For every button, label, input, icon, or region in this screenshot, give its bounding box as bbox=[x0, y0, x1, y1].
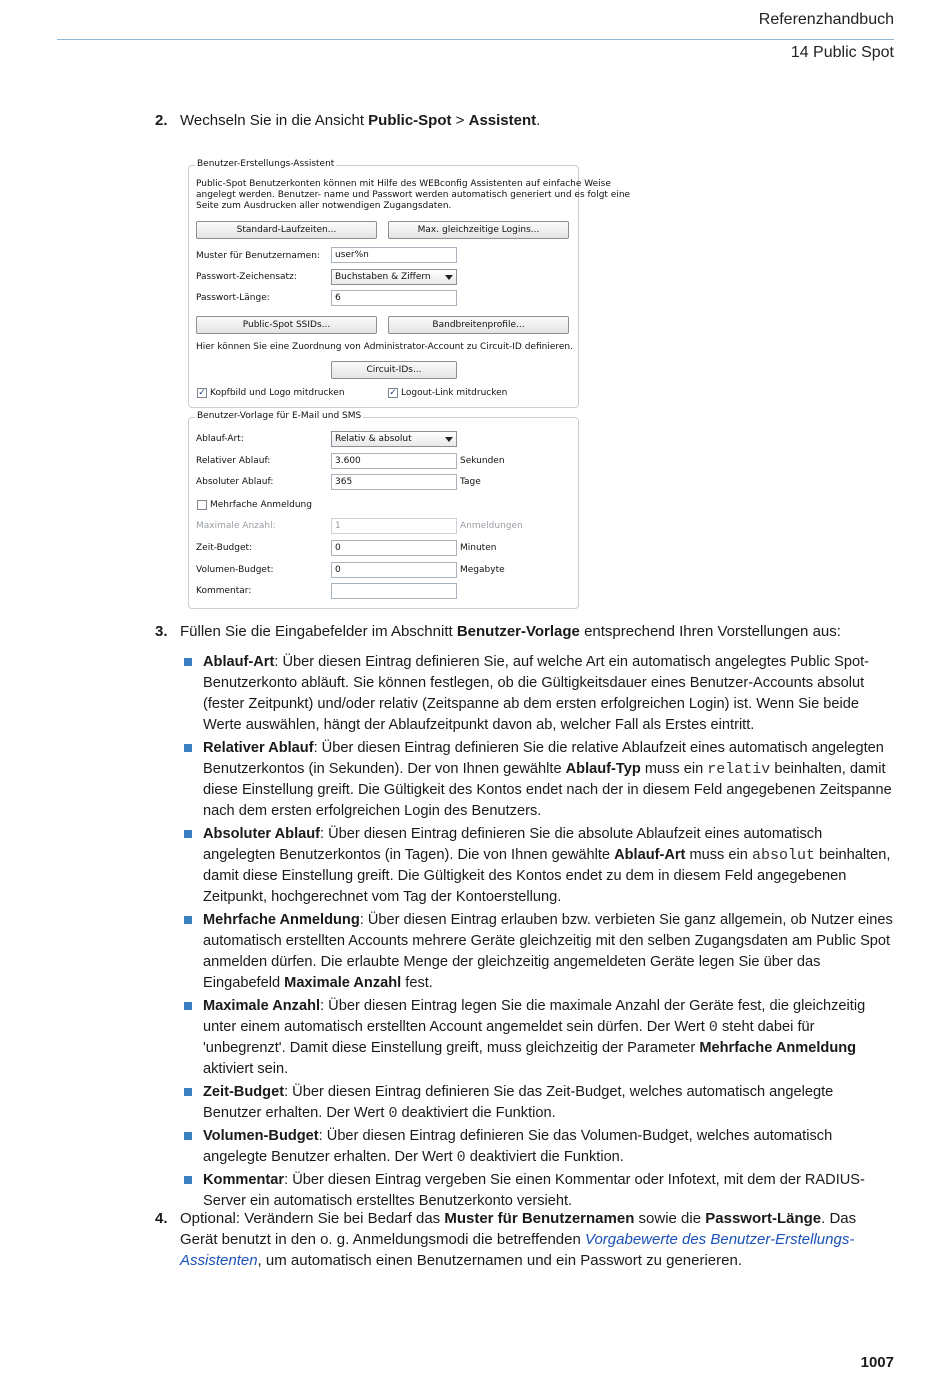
zeit-budget-input[interactable]: 0 bbox=[331, 540, 457, 556]
kopfbild-label: Kopfbild und Logo mitdrucken bbox=[210, 388, 345, 398]
volumen-budget-input[interactable]: 0 bbox=[331, 562, 457, 578]
intro-text-1: Public-Spot Benutzerkonten können mit Hilfe des WEBconfig Assistenten auf einfache Weise bbox=[196, 179, 611, 189]
bullet-square-icon bbox=[184, 830, 192, 838]
bullet-square-icon bbox=[184, 658, 192, 666]
intro-text-3: Seite zum Ausdrucken aller notwendigen Zugangsdaten. bbox=[196, 201, 452, 211]
mehrfache-anmeldung-checkbox[interactable] bbox=[197, 500, 207, 510]
group-title: Benutzer-Vorlage für E-Mail und SMS bbox=[197, 411, 362, 421]
zeit-budget-label: Zeit-Budget: bbox=[196, 543, 253, 553]
list-item-relativer-ablauf: Relativer Ablauf: Über diesen Eintrag definieren Sie die relative Ablaufzeit eines automatisch angelegten Benutzerkontos (in Sekunden). Der von Ihnen gewählte Ablauf-Typ muss ein relativ beinhalten, damit diese Einstellung greift. Die Gültigkeit des Kontos endet nach der in diesem Feld angegebenen Zeitspanne nach dem ersten erfolgreichen Login des Benutzers. bbox=[180, 738, 894, 822]
intro-text-2: angelegt werden. Benutzer- name und Passwort werden automatisch generiert und es folgt eine bbox=[196, 190, 631, 200]
list-item-ablauf-art: Ablauf-Art: Über diesen Eintrag definieren Sie, auf welche Art ein automatisch angelegtes Public Spot-Benutzerkonto abläuft. Sie können festlegen, ob die Gültigkeitsdauer eines Benutzer-Accounts absolut (fester Zeitpunkt) und/oder relativ (Zeitspanne ab dem ersten erfolgreichen Login) ist. Wenn Sie beide Werte auswählen, hängt der Ablaufzeitpunkt davon ab, welcher Fall als Erstes eintritt. bbox=[180, 652, 894, 736]
running-header-chapter: 14 Public Spot bbox=[790, 44, 894, 61]
header-rule bbox=[57, 39, 894, 40]
ablauf-art-select[interactable]: Relativ & absolut bbox=[331, 431, 457, 447]
bullet-square-icon bbox=[184, 1088, 192, 1096]
volumen-budget-label: Volumen-Budget: bbox=[196, 565, 274, 575]
field-description-list bbox=[180, 652, 894, 1214]
zeichensatz-select[interactable]: Buchstaben & Ziffern bbox=[331, 269, 457, 285]
maximale-anzahl-input[interactable]: 1 bbox=[331, 518, 457, 534]
bullet-square-icon bbox=[184, 1176, 192, 1184]
maximale-anzahl-label: Maximale Anzahl: bbox=[196, 521, 276, 531]
unit-anmeldungen: Anmeldungen bbox=[460, 521, 523, 531]
unit-sekunden: Sekunden bbox=[460, 456, 505, 466]
page-number: 1007 bbox=[860, 1354, 894, 1371]
unit-minuten: Minuten bbox=[460, 543, 497, 553]
max-logins-button[interactable]: Max. gleichzeitige Logins... bbox=[388, 221, 569, 239]
list-item-kommentar: Kommentar: Über diesen Eintrag vergeben Sie einen Kommentar oder Infotext, mit dem der RADIUS-Server ein automatisch erstelltes Benutzerkonto versieht. bbox=[180, 1170, 894, 1212]
list-item-absoluter-ablauf: Absoluter Ablauf: Über diesen Eintrag definieren Sie die absolute Ablaufzeit eines automatisch angelegten Benutzerkontos (in Tagen). Die von Ihnen gewählte Ablauf-Art muss ein absolut beinhalten, damit diese Einstellung greift. Die Gültigkeit des Kontos endet zu dem in diesem Feld angegebenen Zeitpunkt, hochgerechnet vom Tag der Kontoerstellung. bbox=[180, 824, 894, 908]
bullet-square-icon bbox=[184, 744, 192, 752]
muster-input[interactable]: user%n bbox=[331, 247, 457, 263]
kopfbild-checkbox[interactable]: ✓ bbox=[198, 388, 206, 398]
list-item-volumen-budget: Volumen-Budget: Über diesen Eintrag definieren Sie das Volumen-Budget, welches automatisch angelegte Benutzer erhalten. Der Wert 0 deaktiviert die Funktion. bbox=[180, 1126, 894, 1168]
relativer-ablauf-input[interactable]: 3.600 bbox=[331, 453, 457, 469]
logout-checkbox[interactable]: ✓ bbox=[389, 388, 397, 398]
logout-label: Logout-Link mitdrucken bbox=[401, 388, 508, 398]
list-item-zeit-budget: Zeit-Budget: Über diesen Eintrag definieren Sie das Zeit-Budget, welches automatisch angelegte Benutzer erhalten. Der Wert 0 deaktiviert die Funktion. bbox=[180, 1082, 894, 1124]
unit-tage: Tage bbox=[460, 477, 481, 487]
vorgabewerte-link[interactable]: Vorgabewerte des Benutzer-Erstellungs-Assistenten bbox=[180, 1231, 855, 1269]
unit-megabyte: Megabyte bbox=[460, 565, 505, 575]
bullet-square-icon bbox=[184, 1002, 192, 1010]
muster-label: Muster für Benutzernamen: bbox=[196, 251, 320, 261]
step-number: 4. bbox=[155, 1210, 168, 1227]
step-4 bbox=[155, 1208, 894, 1271]
step-text: Optional: Verändern Sie bei Bedarf das Muster für Benutzernamen sowie die Passwort-Länge. Das Gerät benutzt in den o. g. Anmeldungsmodi die betreffenden Vorgabewerte des Benutzer-Erstellungs-Assistenten, um automatisch einen Benutzernamen und ein Passwort zu generieren. bbox=[180, 1210, 857, 1269]
mehrfache-anmeldung-label: Mehrfache Anmeldung bbox=[210, 500, 312, 510]
group-title: Benutzer-Erstellungs-Assistent bbox=[197, 159, 335, 169]
bullet-square-icon bbox=[184, 916, 192, 924]
absoluter-ablauf-label: Absoluter Ablauf: bbox=[196, 477, 274, 487]
circuit-ids-button[interactable]: Circuit-IDs... bbox=[331, 361, 457, 379]
step-text: Füllen Sie die Eingabefelder im Abschnitt Benutzer-Vorlage entsprechend Ihren Vorstellungen aus: bbox=[180, 623, 841, 640]
relativer-ablauf-label: Relativer Ablauf: bbox=[196, 456, 271, 466]
circuit-text: Hier können Sie eine Zuordnung von Administrator-Account zu Circuit-ID definieren. bbox=[196, 342, 573, 352]
list-item-mehrfache-anmeldung: Mehrfache Anmeldung: Über diesen Eintrag erlauben bzw. verbieten Sie ganz allgemein, ob Nutzer eines automatisch erstellten Accounts mehrere Geräte gleichzeitig mit den selben Zugangsdaten am Public Spot anmelden dürfen. Die erlaubte Menge der gleichzeitig angemeldeten Geräte legen Sie über das Eingabefeld Maximale Anzahl fest. bbox=[180, 910, 894, 994]
ablauf-art-label: Ablauf-Art: bbox=[196, 434, 244, 444]
step-number: 3. bbox=[155, 623, 168, 640]
passwort-laenge-label: Passwort-Länge: bbox=[196, 293, 270, 303]
bullet-square-icon bbox=[184, 1132, 192, 1140]
chevron-down-icon bbox=[445, 437, 453, 442]
step-number: 2. bbox=[155, 112, 168, 129]
bandbreitenprofile-button[interactable]: Bandbreitenprofile... bbox=[388, 316, 569, 334]
running-header-title: Referenzhandbuch bbox=[758, 11, 894, 28]
zeichensatz-label: Passwort-Zeichensatz: bbox=[196, 272, 297, 282]
step-2 bbox=[155, 110, 894, 131]
dialog-screenshot bbox=[188, 158, 631, 610]
step-text: Wechseln Sie in die Ansicht Public-Spot > Assistent. bbox=[180, 112, 541, 129]
passwort-laenge-input[interactable]: 6 bbox=[331, 290, 457, 306]
absoluter-ablauf-input[interactable]: 365 bbox=[331, 474, 457, 490]
public-spot-ssids-button[interactable]: Public-Spot SSIDs... bbox=[196, 316, 377, 334]
step-3 bbox=[155, 621, 894, 642]
chevron-down-icon bbox=[445, 275, 453, 280]
list-item-maximale-anzahl: Maximale Anzahl: Über diesen Eintrag legen Sie die maximale Anzahl der Geräte fest, die gleichzeitig unter einem automatisch erstellten Account angemeldet sein dürfen. Der Wert 0 steht dabei für 'unbegrenzt'. Damit diese Einstellung greift, muss gleichzeitig der Parameter Mehrfache Anmeldung aktiviert sein. bbox=[180, 996, 894, 1080]
kommentar-label: Kommentar: bbox=[196, 586, 252, 596]
kommentar-input[interactable] bbox=[331, 583, 457, 599]
standard-laufzeiten-button[interactable]: Standard-Laufzeiten... bbox=[196, 221, 377, 239]
